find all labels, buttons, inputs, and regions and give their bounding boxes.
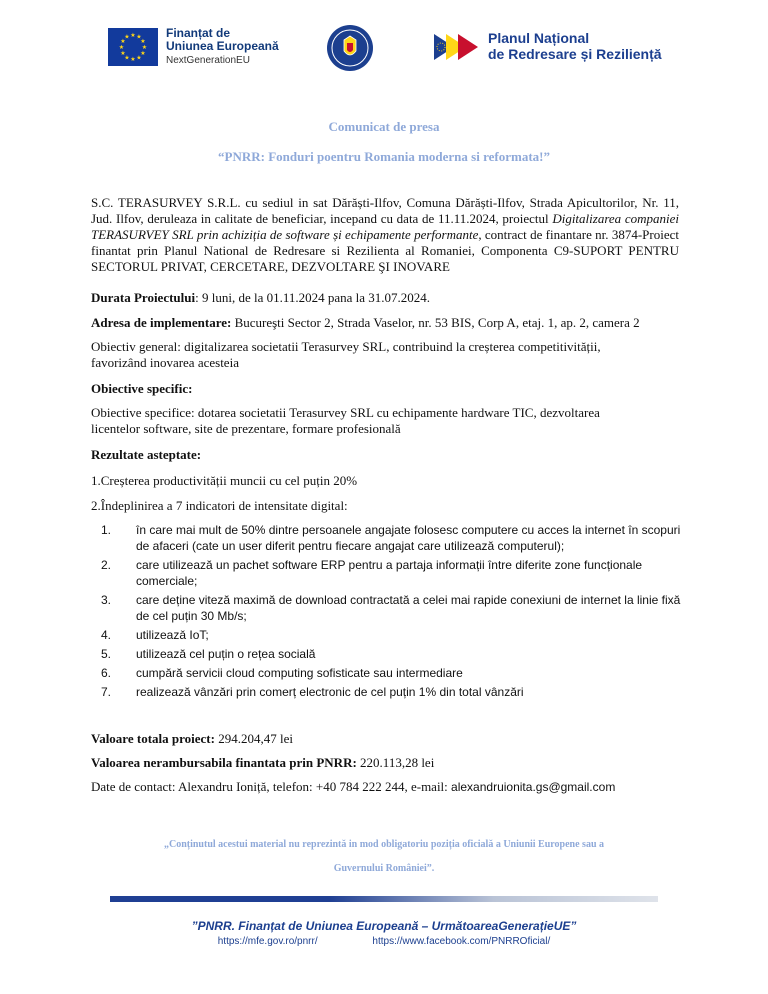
footer-link-facebook[interactable]: https://www.facebook.com/PNRROficial/: [372, 936, 551, 947]
expected-results-heading: Rezultate asteptate:: [91, 447, 202, 462]
footer-links: [0, 936, 768, 947]
pnrr-logo-line2: de Redresare și Reziliență: [488, 46, 662, 62]
svg-text:★: ★: [136, 33, 142, 41]
eu-logo-line1: Finanțat de: [166, 26, 231, 40]
result-2: 2.Îndeplinirea a 7 indicatori de intensitate digital:: [91, 498, 348, 513]
svg-text:★: ★: [136, 54, 142, 62]
intro-text-part1: S.C. TERASURVEY S.R.L. cu sediul in sat Dărăști-Ilfov, Comuna Dărăști-Ilfov, Strada Apicultorilor, Nr. 11, Jud. Ilfov, deruleaza in calitate de beneficiar, incepand cu data de 11.11.2024, proiectul: [91, 195, 679, 226]
digital-indicators-list: [91, 522, 691, 703]
footer-divider-bar: [110, 896, 658, 902]
duration-label: Durata Proiectului: [91, 290, 196, 305]
contact-prefix: Date de contact: Alexandru Ioniță, telefon: +40 784 222 244, e-mail:: [91, 779, 452, 794]
total-value-amount: 294.204,47 lei: [214, 731, 293, 746]
list-item: 1. în care mai mult de 50% dintre persoanele angajate folosesc computere cu acces la internet în scopuri de afaceri (cate un user diferit pentru fiecare angajat care utilizează computerul);: [101, 523, 681, 553]
project-duration: [91, 290, 679, 306]
pnrr-logo-line1: Planul Național: [488, 30, 590, 47]
address-label: Adresa de implementare:: [91, 315, 232, 330]
specific-objectives: Obiective specifice: dotarea societatii Terasurvey SRL cu echipamente hardware TIC, dezvoltarea licentelor software, site de prezentare, formare profesională: [91, 405, 600, 436]
svg-text:★: ★: [118, 43, 125, 51]
disclaimer-line2: Guvernului României”.: [333, 863, 435, 874]
disclaimer-line1: „Conținutul acestui material nu reprezintă in mod obligatoriu poziția oficială a Uniunii Europene sau a: [163, 839, 605, 850]
non-refundable-label: Valoarea nerambursabila finantata prin PNRR:: [91, 755, 357, 770]
eu-funding-logo: [108, 27, 279, 66]
contact-details: [91, 779, 691, 795]
svg-text:★: ★: [120, 49, 126, 57]
list-item: 5. utilizează cel puțin o rețea socială: [101, 647, 316, 661]
romanian-government-seal-icon: [326, 24, 374, 72]
eu-logo-line2: Uniunea Europeană: [166, 39, 279, 54]
total-value-label: Valoare totala proiect:: [91, 731, 215, 746]
list-item: 6. cumpără servicii cloud computing sofisticate sau intermediare: [101, 666, 463, 680]
svg-text:★: ★: [141, 43, 148, 51]
general-objective: Obiectiv general: digitalizarea societatii Terasurvey SRL, contribuind la creșterea competitivității, favorizând inovarea acesteia: [91, 339, 601, 370]
list-item: 2. care utilizează un pachet software ERP pentru a partaja informații între diferite zone funcționale comerciale;: [101, 558, 643, 588]
svg-text:★: ★: [140, 37, 146, 45]
pnrr-logo: [432, 30, 662, 64]
specific-objectives-heading: Obiective specific:: [91, 381, 193, 396]
contact-email[interactable]: alexandruionita.gs@gmail.com: [451, 780, 616, 794]
list-item: 7. realizează vânzări prin comerț electronic de cel puțin 1% din total vânzări: [101, 685, 524, 699]
eu-flag-icon: [108, 28, 158, 66]
document-subtitle: “PNRR: Fonduri poentru Romania moderna si reformata!”: [218, 149, 550, 164]
address-value: Bucureşti Sector 2, Strada Vaselor, nr. 53 BIS, Corp A, etaj. 1, ap. 2, camera 2: [231, 315, 640, 330]
result-1: 1.Creșterea productivității muncii cu cel puțin 20%: [91, 473, 358, 488]
non-refundable-amount: 220.113,28 lei: [356, 755, 435, 770]
implementation-address: [91, 315, 691, 331]
project-name: Digitalizarea companiei TERASURVEY SRL prin achiziția de software și echipamente performante: [91, 211, 679, 242]
svg-text:★: ★: [120, 37, 126, 45]
svg-text:★: ★: [140, 49, 146, 57]
pnrr-flag-icon: [432, 30, 482, 64]
svg-text:★: ★: [130, 31, 136, 39]
list-item: 4. utilizeazǎ IoT;: [101, 628, 209, 642]
footer-link-mfe[interactable]: https://mfe.gov.ro/pnrr/: [217, 936, 318, 947]
eu-logo-line3: NextGenerationEU: [166, 55, 250, 67]
svg-text:★: ★: [124, 33, 130, 41]
svg-text:★: ★: [124, 54, 130, 62]
list-item: 3. care deține viteză maximă de download contractată a celei mai rapide conexiuni de internet la linie fixă de cel puțin 30 Mb/s;: [101, 593, 681, 623]
footer-slogan: ”PNRR. Finanțat de Uniunea Europeană – UrmătoareaGenerațieUE”: [191, 919, 577, 933]
document-title: Comunicat de presa: [328, 119, 440, 134]
intro-paragraph: [91, 195, 679, 275]
svg-text:★: ★: [130, 55, 136, 63]
non-refundable-value: [91, 755, 679, 771]
intro-text-part2: , contract de finantare nr. 3874-Proiect finantat prin Planul National de Redresare si Rezilienta al Romaniei, Componenta C9-SUPORT PENTRU SECTORUL PRIVAT, CERCETARE, DEZVOLTARE ŞI INOVARE: [91, 227, 679, 274]
total-project-value: [91, 731, 679, 747]
duration-value: : 9 luni, de la 01.11.2024 pana la 31.07.2024.: [195, 290, 431, 305]
